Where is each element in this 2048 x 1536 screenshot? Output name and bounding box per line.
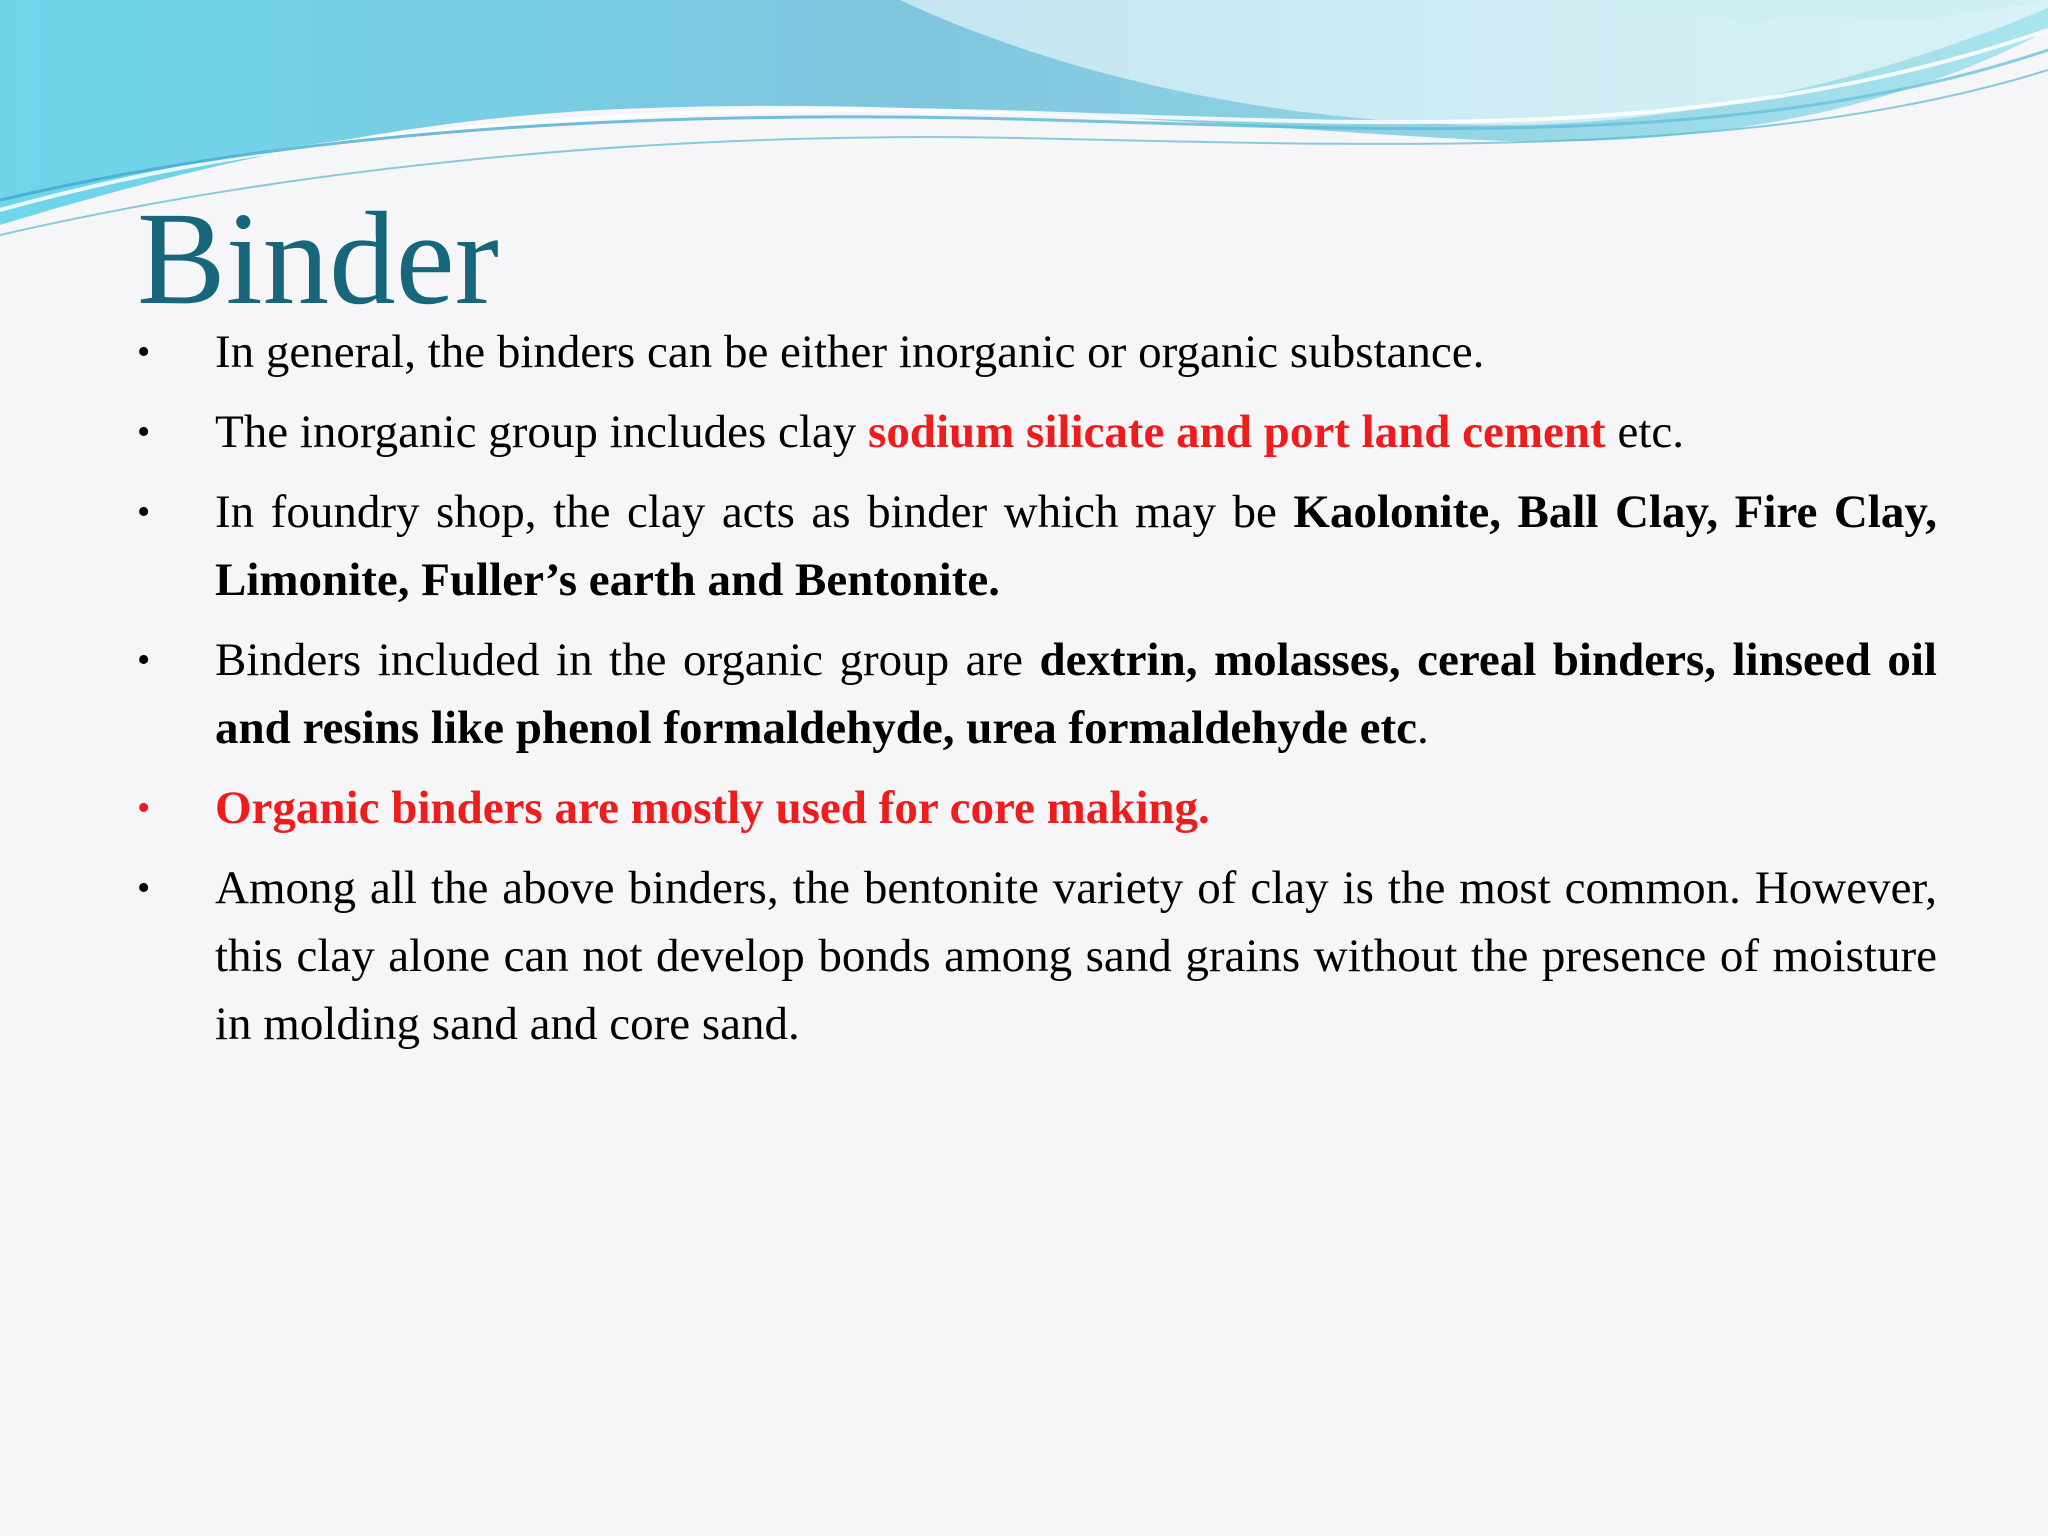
bullet-item bbox=[137, 478, 1937, 614]
bullet-text: . bbox=[1417, 702, 1429, 754]
bullet-text: Kaolonite, Ball Clay, Fire Clay, Limonite, Fuller’s earth and Bentonite. bbox=[215, 486, 1937, 606]
bullet-text: Binders included in the organic group are bbox=[215, 634, 1040, 686]
bullet-item bbox=[137, 854, 1937, 1058]
bullet-dot-icon: • bbox=[137, 331, 151, 373]
bullet-text: Among all the above binders, the bentonite variety of clay is the most common. However, this clay alone can not develop bonds among sand grains without the presence of moisture in molding sand and core sand. bbox=[215, 862, 1937, 1050]
bullet-dot-icon: • bbox=[137, 411, 151, 453]
bullet-text: sodium silicate and port land cement bbox=[868, 406, 1606, 458]
bullet-item bbox=[137, 318, 1937, 386]
bullet-text: In foundry shop, the clay acts as binder which may be bbox=[215, 486, 1294, 538]
bullet-list bbox=[137, 318, 1937, 1070]
bullet-text: dextrin, molasses, cereal binders, linseed oil and resins like phenol formaldehyde, urea formaldehyde etc bbox=[215, 634, 1937, 754]
bullet-text: The inorganic group includes clay bbox=[215, 406, 869, 458]
bullet-item bbox=[137, 626, 1937, 762]
bullet-text: Organic binders are mostly used for core making. bbox=[215, 782, 1210, 834]
bullet-text: etc. bbox=[1605, 406, 1684, 458]
bullet-dot-icon: • bbox=[137, 787, 151, 829]
bullet-dot-icon: • bbox=[137, 867, 151, 909]
bullet-dot-icon: • bbox=[137, 491, 151, 533]
slide-title: Binder bbox=[137, 184, 499, 332]
bullet-item bbox=[137, 774, 1937, 842]
bullet-item bbox=[137, 398, 1937, 466]
bullet-text: In general, the binders can be either inorganic or organic substance. bbox=[215, 326, 1485, 378]
bullet-dot-icon: • bbox=[137, 639, 151, 681]
